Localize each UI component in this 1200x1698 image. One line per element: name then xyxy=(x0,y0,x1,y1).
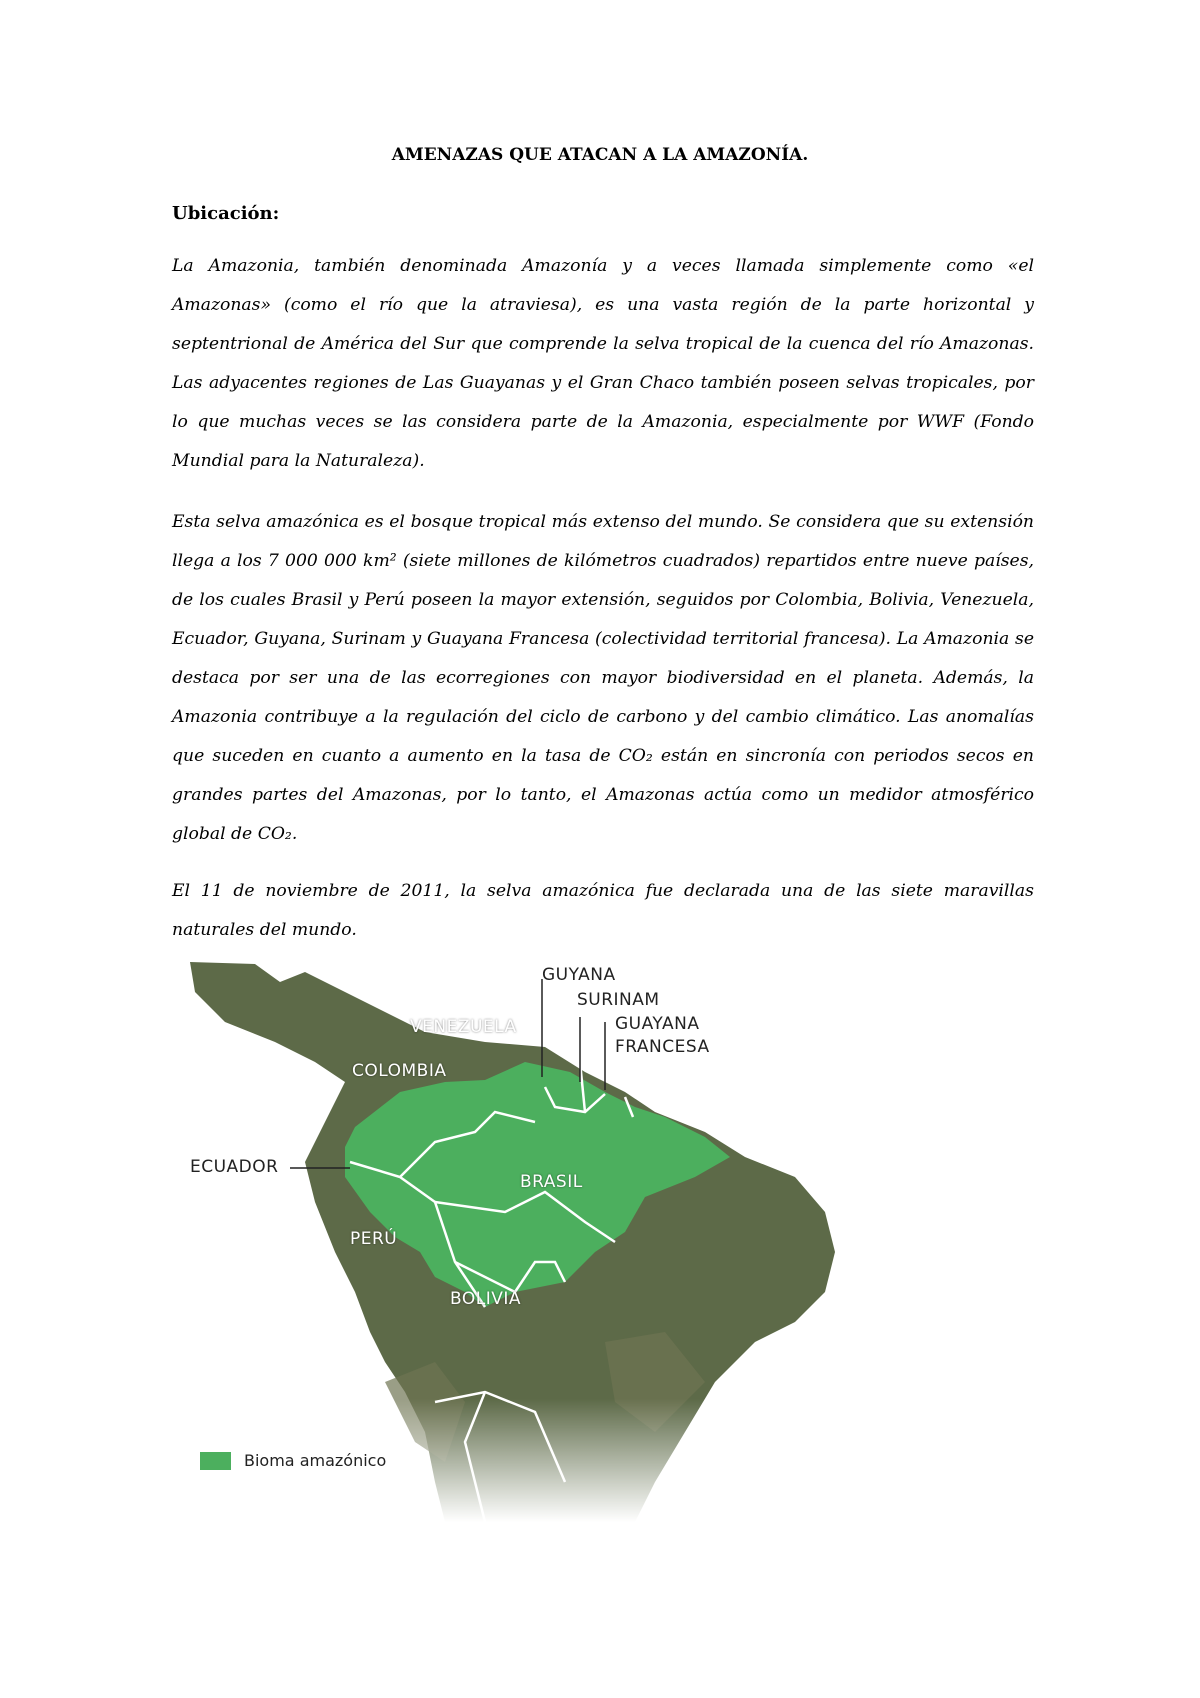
paragraph-wonder: El 11 de noviembre de 2011, la selva amazónica fue declarada una de las siete maravillas naturales del mundo. xyxy=(172,881,1034,940)
label-bolivia: BOLIVIA xyxy=(450,1289,522,1309)
label-colombia: COLOMBIA xyxy=(352,1061,447,1081)
legend-label: Bioma amazónico xyxy=(244,1451,387,1470)
map-graphic xyxy=(185,962,895,1522)
label-surinam: SURINAM xyxy=(577,990,660,1010)
label-venezuela: VENEZUELA xyxy=(410,1017,517,1037)
paragraph-extension: Esta selva amazónica es el bosque tropical más extenso del mundo. Se considera que su extensión llega a los 7 000 000 km² (siete millones de kilómetros cuadrados) repartidos entre nueve países, de los cuales Brasil y Perú poseen la mayor extensión, seguidos por Colombia, Bolivia, Venezuela, Ecuador, Guyana, Surinam y Guayana Francesa (colectividad territorial francesa). La Amazonia se destaca por ser una de las ecorregiones con mayor biodiversidad en el planeta. Además, la Amazonia contribuye a la regulación del ciclo de carbono y del cambio climático. Las anomalías que suceden en cuanto a aumento en la tasa de CO₂ están en sincronía con periodos secos en grandes partes del Amazonas, por lo tanto, el Amazonas actúa como un medidor atmosférico global de CO₂. xyxy=(172,512,1034,844)
document-title: AMENAZAS QUE ATACAN A LA AMAZONÍA. xyxy=(391,145,809,165)
amazon-map xyxy=(185,962,895,1522)
section-heading: Ubicación: xyxy=(172,203,280,224)
label-brasil: BRASIL xyxy=(520,1172,583,1192)
label-peru: PERÚ xyxy=(350,1229,398,1249)
label-guayana-francesa-2: FRANCESA xyxy=(615,1037,710,1057)
paragraph-location: La Amazonia, también denominada Amazonía y a veces llamada simplemente como «el Amazonas» (como el río que la atraviesa), es una vasta región de la parte horizontal y septentrional de América del Sur que comprende la selva tropical de la cuenca del río Amazonas. Las adyacentes regiones de Las Guayanas y el Gran Chaco también poseen selvas tropicales, por lo que muchas veces se las considera parte de la Amazonia, especialmente por WWF (Fondo Mundial para la Naturaleza). xyxy=(172,256,1034,471)
map-legend xyxy=(200,1451,386,1470)
label-guyana: GUYANA xyxy=(542,965,616,985)
label-guayana-francesa-1: GUAYANA xyxy=(615,1014,700,1034)
legend-swatch xyxy=(200,1452,231,1470)
label-ecuador: ECUADOR xyxy=(190,1157,279,1177)
